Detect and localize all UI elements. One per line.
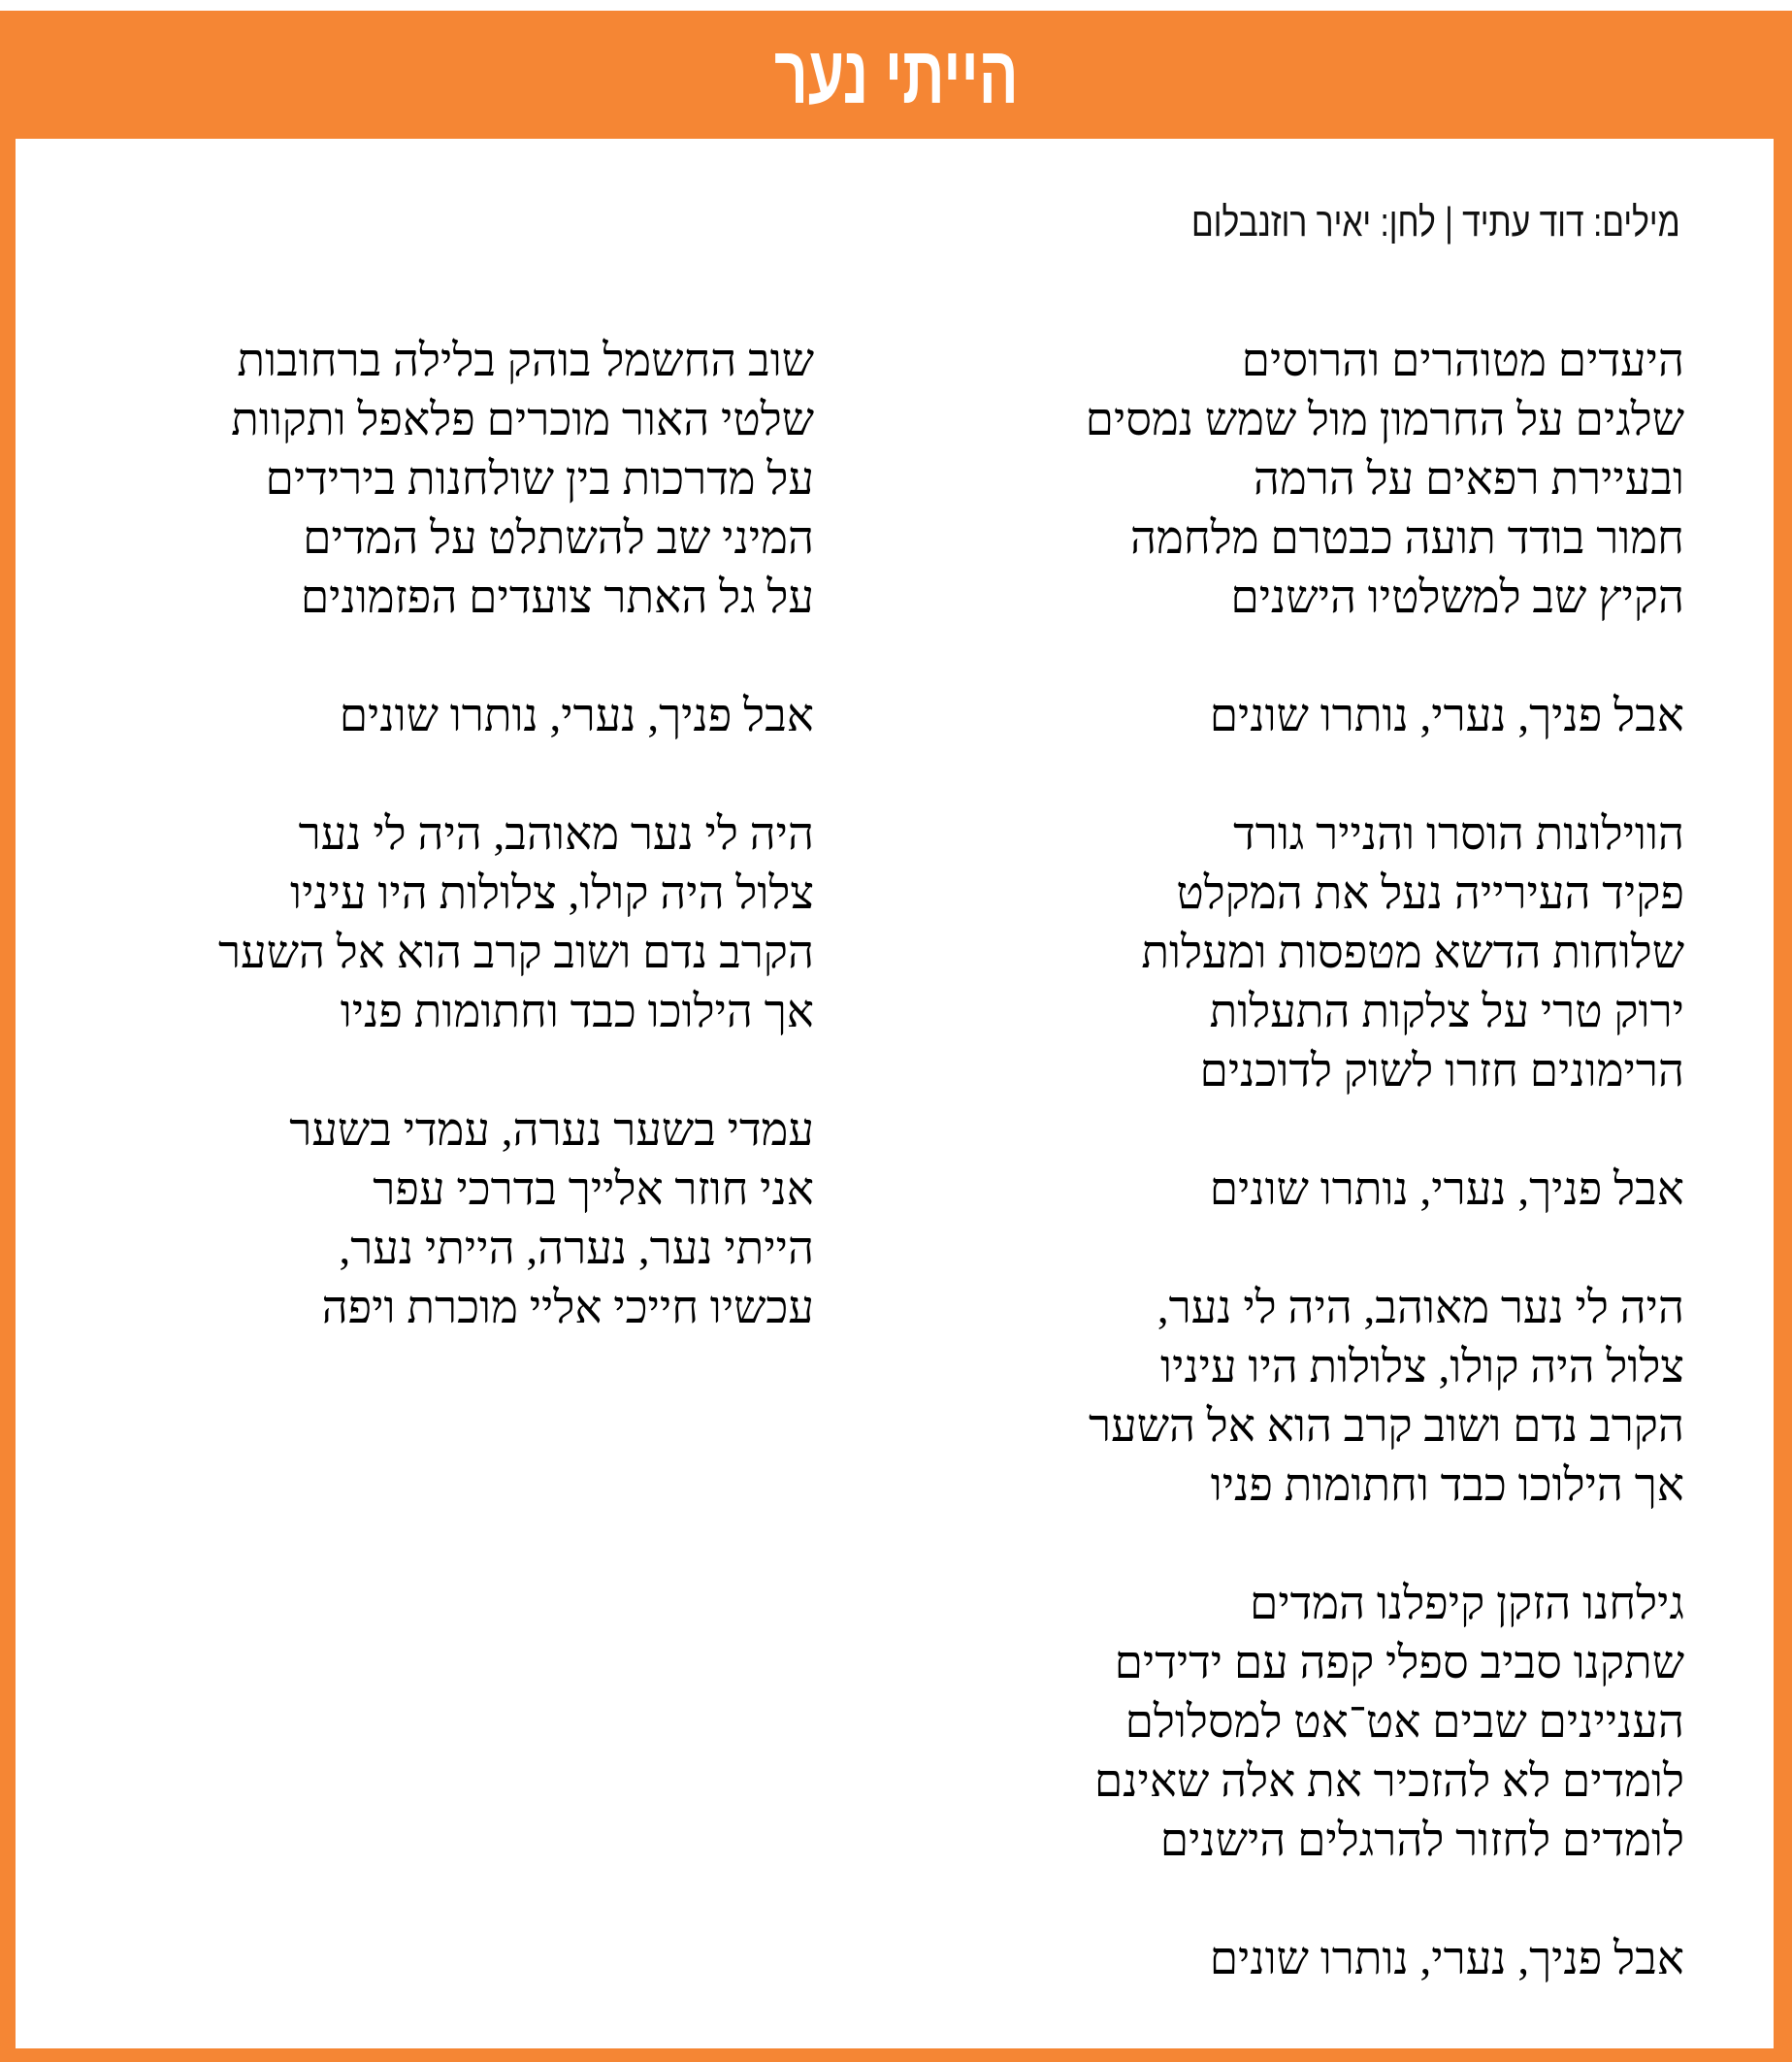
lyric-line: אני חוזר אלייך בדרכי עפר bbox=[373, 1164, 814, 1215]
lyric-line: עכשיו חייכי אליי מוכרת ויפה bbox=[321, 1283, 814, 1333]
lyric-line: שוב החשמל בוהק בלילה ברחובות bbox=[237, 336, 814, 386]
lyric-line: הקרב נדם ושוב קרב הוא אל השער bbox=[218, 928, 814, 978]
stanza bbox=[1086, 805, 1684, 1101]
lyric-line: אבל פניך, נערי, נותרו שונים bbox=[1209, 1934, 1684, 1984]
lyric-line: היה לי נער מאוהב, היה לי נער, bbox=[1157, 1283, 1684, 1333]
stanza bbox=[1086, 1575, 1684, 1871]
title-banner bbox=[0, 11, 1792, 139]
lyric-line: עמדי בשער נערה, עמדי בשער bbox=[289, 1105, 814, 1156]
lyric-line: ובעיירת רפאים על הרמה bbox=[1253, 454, 1684, 505]
lyric-line: העניינים שבים אט־אט למסלולם bbox=[1124, 1697, 1684, 1748]
lyric-line: גילחנו הזקן קיפלנו המדים bbox=[1249, 1579, 1684, 1629]
lyric-line: אבל פניך, נערי, נותרו שונים bbox=[1209, 691, 1684, 741]
lyric-line: הרימונים חזרו לשוק לדוכנים bbox=[1199, 1046, 1684, 1096]
lyric-line: שלגים על החרמון מול שמש נמסים bbox=[1085, 395, 1684, 445]
lyric-line: אבל פניך, נערי, נותרו שונים bbox=[339, 691, 814, 741]
lyric-line: על גל האתר צועדים הפזמונים bbox=[300, 573, 814, 623]
lyrics-column-left bbox=[218, 332, 814, 1397]
lyric-line: היה לי נער מאוהב, היה לי נער bbox=[298, 809, 814, 860]
lyric-line: הקרב נדם ושוב קרב הוא אל השער bbox=[1089, 1401, 1684, 1452]
lyric-line: לומדים לא להזכיר את אלה שאינם bbox=[1093, 1756, 1684, 1807]
lyric-line: על מדרכות בין שולחנות בירידים bbox=[265, 454, 814, 505]
lyric-line: אך הילוכו כבד וחתומות פניו bbox=[1210, 1460, 1684, 1511]
stanza bbox=[1086, 332, 1684, 628]
lyric-line: הייתי נער, נערה, הייתי נער, bbox=[339, 1224, 814, 1274]
lyric-line: שלוחות הדשא מטפסות ומעלות bbox=[1141, 928, 1684, 978]
lyric-line: המיני שב להשתלט על המדים bbox=[303, 513, 814, 564]
lyric-line: אבל פניך, נערי, נותרו שונים bbox=[1209, 1164, 1684, 1215]
lyric-line: ירוק טרי על צלקות התעלות bbox=[1209, 987, 1684, 1037]
refrain bbox=[1086, 1161, 1684, 1220]
lyric-line: היעדים מטוהרים והרוסים bbox=[1241, 336, 1684, 386]
lyrics-column-right bbox=[1086, 332, 1684, 2048]
refrain bbox=[218, 687, 814, 746]
lyric-line: שתקנו סביב ספלי קפה עם ידידים bbox=[1114, 1638, 1684, 1688]
song-credits: מילים: דוד עתיד | לחן: יאיר רוזנבלום bbox=[1191, 199, 1680, 245]
song-title: הייתי נער bbox=[773, 29, 1019, 120]
lyric-line: לומדים לחזור להרגלים הישנים bbox=[1159, 1816, 1684, 1866]
stanza bbox=[218, 1101, 814, 1338]
stanza bbox=[218, 805, 814, 1042]
lyric-line: הווילונות הוסרו והנייר גורד bbox=[1233, 809, 1684, 860]
lyric-line: שלטי האור מוכרים פלאפל ותקוות bbox=[231, 395, 814, 445]
lyric-line: פקיד העירייה נעל את המקלט bbox=[1176, 868, 1684, 919]
lyric-line: הקיץ שב למשלטיו הישנים bbox=[1230, 573, 1684, 623]
stanza bbox=[1086, 1279, 1684, 1516]
lyric-line: צלול היה קולו, צלולות היו עיניו bbox=[1160, 1342, 1684, 1392]
stanza bbox=[218, 332, 814, 628]
lyric-line: צלול היה קולו, צלולות היו עיניו bbox=[290, 868, 814, 919]
lyric-line: חמור בודד תועה כבטרם מלחמה bbox=[1130, 513, 1684, 564]
refrain bbox=[1086, 1930, 1684, 1989]
refrain bbox=[1086, 687, 1684, 746]
lyric-line: אך הילוכו כבד וחתומות פניו bbox=[340, 987, 814, 1037]
